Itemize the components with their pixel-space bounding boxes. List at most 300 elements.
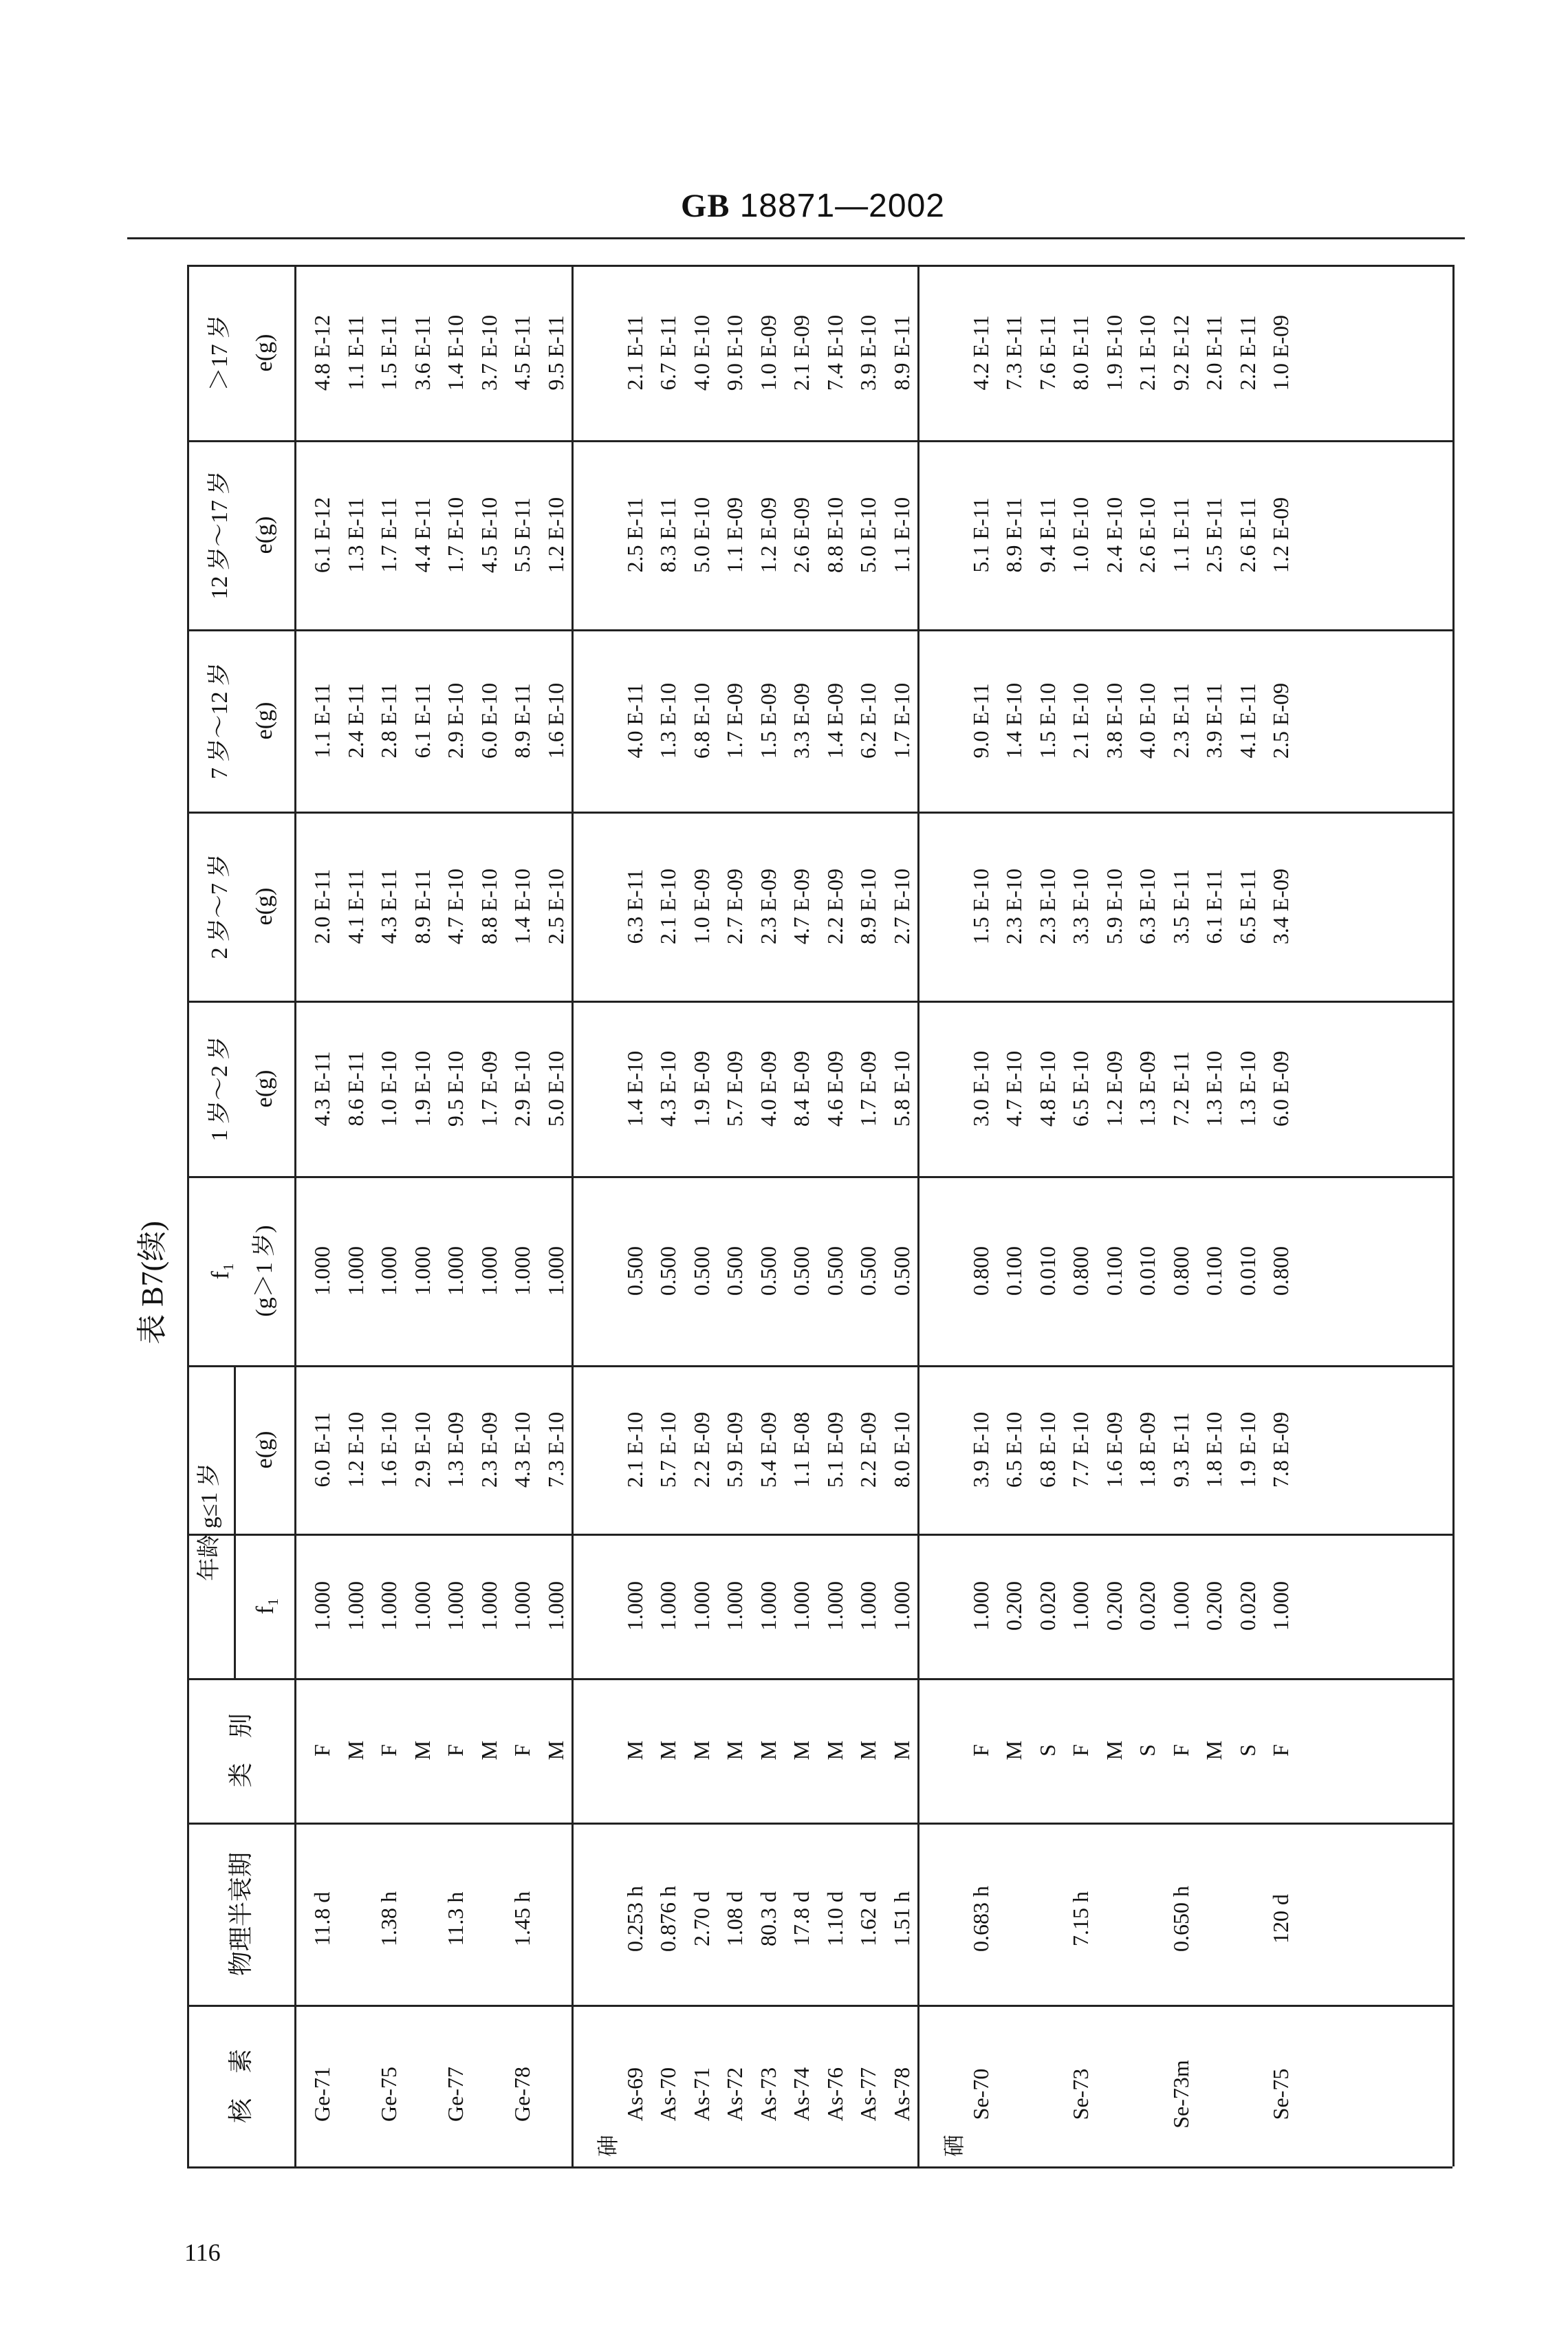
cell-e2: 6.5 E-11	[1234, 868, 1260, 944]
cell-e5: 1.0 E-09	[755, 314, 781, 391]
cell-e1: 4.3 E-11	[309, 1050, 334, 1127]
cell-e3: 2.8 E-11	[376, 682, 401, 759]
section-label: 砷	[596, 2134, 620, 2157]
cell-e1: 1.3 E-10	[1234, 1050, 1260, 1127]
header-half-life: 物理半衰期	[227, 1851, 254, 1976]
cell-e4: 2.4 E-10	[1101, 497, 1126, 573]
subheader-divider	[234, 1365, 236, 1678]
cell-e2: 2.2 E-09	[822, 868, 847, 944]
cell-e2: 3.4 E-09	[1268, 868, 1293, 944]
cell-e3: 3.3 E-09	[789, 682, 814, 759]
column-separator	[187, 1365, 1452, 1367]
cell-f1-inf: 1.000	[1168, 1581, 1193, 1631]
column-separator	[187, 1678, 1452, 1680]
cell-half-life: 0.683 h	[968, 1886, 993, 1952]
header-age-2-7: 2 岁～7 岁	[207, 854, 232, 959]
cell-e1: 4.7 E-10	[1001, 1050, 1026, 1127]
header-e-label: e(g)	[252, 334, 277, 371]
cell-e-inf: 5.9 E-09	[722, 1411, 747, 1488]
header-e-label: e(g)	[252, 516, 277, 554]
cell-nuclide: As-78	[889, 2067, 914, 2122]
cell-f1: 0.100	[1201, 1246, 1226, 1296]
cell-e3: 1.1 E-11	[309, 682, 334, 759]
cell-e1: 1.7 E-09	[476, 1050, 501, 1127]
cell-e-inf: 8.0 E-10	[889, 1411, 914, 1488]
cell-f1-inf: 1.000	[856, 1581, 880, 1631]
header-age-7-12: 7 岁～12 岁	[207, 662, 232, 779]
cell-type: F	[1168, 1744, 1193, 1757]
cell-e2: 4.1 E-11	[342, 868, 368, 944]
column-separator	[187, 812, 1452, 814]
cell-e3: 1.5 E-09	[755, 682, 781, 759]
cell-f1-inf: 1.000	[655, 1581, 680, 1631]
cell-f1: 0.500	[688, 1246, 714, 1296]
cell-e5: 4.2 E-11	[968, 314, 993, 391]
cell-e5: 6.7 E-11	[655, 314, 680, 391]
cell-f1-inf: 0.200	[1201, 1581, 1226, 1631]
cell-f1: 0.800	[1068, 1246, 1093, 1296]
cell-type: S	[1234, 1744, 1260, 1757]
cell-nuclide: As-69	[622, 2067, 647, 2122]
cell-type: M	[655, 1740, 680, 1761]
column-separator	[187, 1176, 1452, 1178]
header-age-12-17: 12 岁～17 岁	[207, 470, 232, 599]
cell-e1: 6.5 E-10	[1068, 1050, 1093, 1127]
cell-e1: 5.7 E-09	[722, 1050, 747, 1127]
cell-e5: 9.5 E-11	[543, 314, 568, 391]
cell-e5: 8.9 E-11	[889, 314, 914, 391]
cell-e5: 2.2 E-11	[1234, 314, 1260, 391]
cell-f1: 0.800	[1168, 1246, 1193, 1296]
cell-type: F	[1068, 1744, 1093, 1757]
cell-e4: 2.6 E-10	[1135, 497, 1159, 573]
cell-e5: 4.8 E-12	[309, 314, 334, 391]
cell-f1: 0.500	[789, 1246, 814, 1296]
cell-e4: 6.1 E-12	[309, 497, 334, 573]
cell-e1: 4.3 E-10	[655, 1050, 680, 1127]
cell-half-life: 1.45 h	[510, 1891, 534, 1946]
page-number: 116	[184, 2239, 221, 2266]
cell-f1: 0.010	[1135, 1246, 1159, 1296]
standard-prefix: GB	[681, 188, 730, 224]
cell-type: M	[889, 1740, 914, 1761]
cell-nuclide: Ge-78	[510, 2067, 534, 2122]
cell-type: F	[968, 1744, 993, 1757]
cell-f1-inf: 1.000	[688, 1581, 714, 1631]
cell-e-inf: 1.1 E-08	[789, 1411, 814, 1488]
cell-e1: 1.3 E-10	[1201, 1050, 1226, 1127]
cell-e5: 4.5 E-11	[510, 314, 534, 391]
cell-half-life: 0.650 h	[1168, 1886, 1193, 1952]
cell-e5: 9.2 E-12	[1168, 314, 1193, 391]
cell-f1: 0.010	[1234, 1246, 1260, 1296]
cell-e4: 1.2 E-09	[755, 497, 781, 573]
column-separator	[187, 629, 1452, 631]
cell-e3: 1.7 E-10	[889, 682, 914, 759]
cell-half-life: 1.08 d	[722, 1891, 747, 1946]
cell-e3: 2.9 E-10	[443, 682, 468, 759]
cell-f1: 0.500	[622, 1246, 647, 1296]
cell-type: M	[622, 1740, 647, 1761]
cell-e1: 1.4 E-10	[622, 1050, 647, 1127]
cell-half-life: 2.70 d	[688, 1891, 714, 1946]
cell-e1: 1.9 E-09	[688, 1050, 714, 1127]
cell-e-inf: 4.3 E-10	[510, 1411, 534, 1488]
cell-half-life: 11.3 h	[443, 1891, 468, 1946]
cell-e2: 3.3 E-10	[1068, 868, 1093, 944]
cell-e1: 1.7 E-09	[856, 1050, 880, 1127]
cell-f1: 1.000	[409, 1246, 435, 1296]
cell-e-inf: 2.3 E-09	[476, 1411, 501, 1488]
cell-f1-inf: 0.020	[1034, 1581, 1060, 1631]
cell-e2: 2.7 E-10	[889, 868, 914, 944]
cell-e3: 4.1 E-11	[1234, 682, 1260, 759]
header-e-label: e(g)	[252, 1069, 277, 1107]
cell-e2: 1.0 E-09	[688, 868, 714, 944]
cell-e-inf: 1.6 E-10	[376, 1411, 401, 1488]
cell-e1: 1.0 E-10	[376, 1050, 401, 1127]
cell-type: M	[856, 1740, 880, 1761]
cell-nuclide: As-71	[688, 2067, 714, 2122]
cell-half-life: 1.51 h	[889, 1891, 914, 1946]
cell-f1: 0.500	[722, 1246, 747, 1296]
cell-e3: 9.0 E-11	[968, 682, 993, 759]
cell-e4: 1.7 E-10	[443, 497, 468, 573]
cell-nuclide: Se-75	[1268, 2068, 1293, 2120]
cell-e4: 2.6 E-09	[789, 497, 814, 573]
cell-e-inf: 5.7 E-10	[655, 1411, 680, 1488]
cell-e4: 9.4 E-11	[1034, 497, 1060, 573]
cell-e-inf: 2.2 E-09	[856, 1411, 880, 1488]
cell-e-inf: 2.9 E-10	[409, 1411, 435, 1488]
header-infant-f1: f₁	[251, 1597, 279, 1615]
cell-e4: 2.6 E-11	[1234, 497, 1260, 573]
cell-type: M	[789, 1740, 814, 1761]
cell-e1: 1.9 E-10	[409, 1050, 435, 1127]
cell-e4: 2.5 E-11	[1201, 497, 1226, 573]
cell-e5: 1.4 E-10	[443, 314, 468, 391]
cell-f1-inf: 1.000	[968, 1581, 993, 1631]
cell-nuclide: As-76	[822, 2067, 847, 2122]
cell-type: F	[376, 1744, 401, 1757]
cell-type: M	[688, 1740, 714, 1761]
cell-e5: 8.0 E-11	[1068, 314, 1093, 391]
cell-type: S	[1034, 1744, 1060, 1757]
cell-e2: 1.4 E-10	[510, 868, 534, 944]
cell-half-life: 1.38 h	[376, 1891, 401, 1946]
cell-nuclide: Ge-77	[443, 2067, 468, 2122]
cell-half-life: 1.62 d	[856, 1891, 880, 1946]
cell-f1: 0.100	[1101, 1246, 1126, 1296]
cell-f1-inf: 1.000	[622, 1581, 647, 1631]
cell-f1-inf: 1.000	[342, 1581, 368, 1631]
cell-f1-inf: 1.000	[722, 1581, 747, 1631]
table-border-bottom	[187, 2166, 1452, 2168]
header-e-label: e(g)	[252, 887, 277, 925]
cell-f1-inf: 0.020	[1234, 1581, 1260, 1631]
cell-f1-inf: 1.000	[309, 1581, 334, 1631]
cell-e3: 2.4 E-11	[342, 682, 368, 759]
cell-e3: 2.1 E-10	[1068, 682, 1093, 759]
header-f1: f₁	[206, 1262, 234, 1279]
cell-f1: 1.000	[342, 1246, 368, 1296]
cell-e5: 9.0 E-10	[722, 314, 747, 391]
cell-e5: 2.0 E-11	[1201, 314, 1226, 391]
cell-e2: 1.5 E-10	[968, 868, 993, 944]
standard-number: 18871—2002	[739, 188, 945, 224]
cell-e4: 8.9 E-11	[1001, 497, 1026, 573]
cell-f1: 1.000	[543, 1246, 568, 1296]
cell-e-inf: 7.7 E-10	[1068, 1411, 1093, 1488]
cell-e2: 8.8 E-10	[476, 868, 501, 944]
cell-e-inf: 2.1 E-10	[622, 1411, 647, 1488]
cell-e1: 8.6 E-11	[342, 1050, 368, 1127]
cell-e-inf: 2.2 E-09	[688, 1411, 714, 1488]
header-type: 类 别	[227, 1713, 254, 1788]
section-label: 硒	[941, 2134, 966, 2157]
cell-e5: 1.9 E-10	[1101, 314, 1126, 391]
cell-e1: 4.0 E-09	[755, 1050, 781, 1127]
cell-e-inf: 6.0 E-11	[309, 1411, 334, 1488]
cell-e4: 1.7 E-11	[376, 497, 401, 573]
cell-e2: 2.3 E-10	[1034, 868, 1060, 944]
cell-e3: 3.9 E-11	[1201, 682, 1226, 759]
cell-e2: 6.3 E-11	[622, 868, 647, 944]
cell-half-life: 0.876 h	[655, 1886, 680, 1952]
cell-half-life: 80.3 d	[755, 1891, 781, 1946]
cell-e5: 4.0 E-10	[688, 314, 714, 391]
cell-e2: 6.1 E-11	[1201, 868, 1226, 944]
cell-e-inf: 1.3 E-09	[443, 1411, 468, 1488]
cell-e4: 1.2 E-09	[1268, 497, 1293, 573]
cell-e2: 4.7 E-10	[443, 868, 468, 944]
table-caption: 表 B7(续)	[135, 1221, 169, 1345]
cell-nuclide: As-72	[722, 2067, 747, 2122]
cell-e4: 4.5 E-10	[476, 497, 501, 573]
cell-e5: 7.3 E-11	[1001, 314, 1026, 391]
cell-e3: 1.6 E-10	[543, 682, 568, 759]
cell-e5: 7.4 E-10	[822, 314, 847, 391]
cell-nuclide: As-70	[655, 2067, 680, 2122]
cell-e1: 2.9 E-10	[510, 1050, 534, 1127]
cell-half-life: 0.253 h	[622, 1886, 647, 1952]
cell-nuclide: Ge-71	[309, 2067, 334, 2122]
cell-e-inf: 3.9 E-10	[968, 1411, 993, 1488]
cell-e5: 3.9 E-10	[856, 314, 880, 391]
cell-e-inf: 1.9 E-10	[1234, 1411, 1260, 1488]
cell-e1: 1.2 E-09	[1101, 1050, 1126, 1127]
cell-e2: 8.9 E-11	[409, 868, 435, 944]
cell-e2: 8.9 E-10	[856, 868, 880, 944]
header-f1-note: (g＞1 岁)	[252, 1224, 277, 1317]
cell-e4: 1.1 E-09	[722, 497, 747, 573]
cell-e5: 3.7 E-10	[476, 314, 501, 391]
cell-e1: 9.5 E-10	[443, 1050, 468, 1127]
cell-e2: 4.3 E-11	[376, 868, 401, 944]
cell-f1: 1.000	[476, 1246, 501, 1296]
cell-type: M	[1101, 1740, 1126, 1761]
column-separator	[187, 1823, 1452, 1825]
cell-f1-inf: 1.000	[789, 1581, 814, 1631]
section-separator	[571, 265, 574, 2166]
cell-type: F	[443, 1744, 468, 1757]
cell-f1: 0.500	[822, 1246, 847, 1296]
cell-e3: 1.3 E-10	[655, 682, 680, 759]
cell-f1: 1.000	[376, 1246, 401, 1296]
cell-e5: 1.1 E-11	[342, 314, 368, 391]
cell-type: M	[722, 1740, 747, 1761]
cell-e3: 2.3 E-11	[1168, 682, 1193, 759]
cell-e-inf: 5.4 E-09	[755, 1411, 781, 1488]
cell-f1-inf: 1.000	[1068, 1581, 1093, 1631]
cell-half-life: 17.8 d	[789, 1891, 814, 1946]
cell-f1-inf: 1.000	[409, 1581, 435, 1631]
cell-f1: 0.100	[1001, 1246, 1026, 1296]
cell-e3: 6.8 E-10	[688, 682, 714, 759]
table-border-right	[1452, 265, 1455, 2166]
cell-type: M	[476, 1740, 501, 1761]
cell-e3: 4.0 E-11	[622, 682, 647, 759]
cell-e1: 3.0 E-10	[968, 1050, 993, 1127]
section-separator	[917, 265, 919, 2166]
cell-half-life: 1.10 d	[822, 1891, 847, 1946]
cell-e1: 4.8 E-10	[1034, 1050, 1060, 1127]
header-e-label: e(g)	[252, 702, 277, 739]
table-border-left	[187, 265, 189, 2166]
column-separator	[187, 2005, 1452, 2007]
cell-e3: 8.9 E-11	[510, 682, 534, 759]
header-age-1-2: 1 岁～2 岁	[207, 1036, 232, 1141]
cell-e-inf: 1.8 E-10	[1201, 1411, 1226, 1488]
cell-e2: 2.3 E-09	[755, 868, 781, 944]
cell-f1-inf: 0.200	[1101, 1581, 1126, 1631]
cell-e3: 6.2 E-10	[856, 682, 880, 759]
header-infant-e: e(g)	[252, 1431, 277, 1468]
cell-nuclide: As-73	[755, 2067, 781, 2122]
cell-type: M	[1001, 1740, 1026, 1761]
cell-e3: 1.4 E-10	[1001, 682, 1026, 759]
cell-e-inf: 7.3 E-10	[543, 1411, 568, 1488]
cell-e-inf: 1.2 E-10	[342, 1411, 368, 1488]
cell-f1: 0.800	[968, 1246, 993, 1296]
cell-e-inf: 7.8 E-09	[1268, 1411, 1293, 1488]
cell-e1: 5.0 E-10	[543, 1050, 568, 1127]
cell-f1-inf: 1.000	[755, 1581, 781, 1631]
cell-e4: 8.3 E-11	[655, 497, 680, 573]
cell-e3: 2.5 E-09	[1268, 682, 1293, 759]
column-separator	[187, 1001, 1452, 1003]
cell-e2: 5.9 E-10	[1101, 868, 1126, 944]
cell-nuclide: Ge-75	[376, 2067, 401, 2122]
cell-e4: 2.5 E-11	[622, 497, 647, 573]
cell-e3: 1.4 E-09	[822, 682, 847, 759]
cell-e4: 1.3 E-11	[342, 497, 368, 573]
cell-f1: 0.010	[1034, 1246, 1060, 1296]
cell-nuclide: As-77	[856, 2067, 880, 2122]
cell-type: M	[755, 1740, 781, 1761]
cell-type: M	[1201, 1740, 1226, 1761]
cell-e4: 1.0 E-10	[1068, 497, 1093, 573]
cell-e-inf: 6.5 E-10	[1001, 1411, 1026, 1488]
header-nuclide: 核 素	[227, 2048, 254, 2123]
cell-half-life: 11.8 d	[309, 1891, 334, 1946]
cell-f1-inf: 1.000	[443, 1581, 468, 1631]
cell-e4: 8.8 E-10	[822, 497, 847, 573]
cell-f1: 0.500	[655, 1246, 680, 1296]
cell-f1: 1.000	[510, 1246, 534, 1296]
cell-e4: 4.4 E-11	[409, 497, 435, 573]
cell-nuclide: Se-70	[968, 2068, 993, 2120]
cell-e2: 4.7 E-09	[789, 868, 814, 944]
cell-e-inf: 1.8 E-09	[1135, 1411, 1159, 1488]
cell-e5: 2.1 E-10	[1135, 314, 1159, 391]
cell-e4: 5.1 E-11	[968, 497, 993, 573]
cell-nuclide: Se-73	[1068, 2068, 1093, 2120]
cell-type: M	[409, 1740, 435, 1761]
cell-e-inf: 5.1 E-09	[822, 1411, 847, 1488]
cell-e5: 1.5 E-11	[376, 314, 401, 391]
cell-e4: 1.1 E-10	[889, 497, 914, 573]
cell-type: F	[510, 1744, 534, 1757]
cell-e2: 2.0 E-11	[309, 868, 334, 944]
cell-type: F	[1268, 1744, 1293, 1757]
cell-e5: 2.1 E-11	[622, 314, 647, 391]
cell-f1: 0.800	[1268, 1246, 1293, 1296]
cell-f1-inf: 0.200	[1001, 1581, 1026, 1631]
cell-half-life: 120 d	[1268, 1894, 1293, 1944]
cell-e1: 7.2 E-11	[1168, 1050, 1193, 1127]
cell-half-life: 7.15 h	[1068, 1891, 1093, 1946]
header-infant-group: 年龄 g≤1 岁	[197, 1462, 222, 1581]
cell-e4: 5.5 E-11	[510, 497, 534, 573]
cell-type: M	[342, 1740, 368, 1761]
cell-e3: 1.7 E-09	[722, 682, 747, 759]
cell-f1-inf: 1.000	[822, 1581, 847, 1631]
cell-e3: 6.0 E-10	[476, 682, 501, 759]
cell-e1: 6.0 E-09	[1268, 1050, 1293, 1127]
cell-e2: 2.5 E-10	[543, 868, 568, 944]
cell-f1-inf: 1.000	[376, 1581, 401, 1631]
cell-f1-inf: 1.000	[476, 1581, 501, 1631]
cell-f1-inf: 1.000	[510, 1581, 534, 1631]
cell-e-inf: 1.6 E-09	[1101, 1411, 1126, 1488]
cell-f1: 1.000	[309, 1246, 334, 1296]
cell-f1: 0.500	[889, 1246, 914, 1296]
cell-e3: 6.1 E-11	[409, 682, 435, 759]
cell-e3: 4.0 E-10	[1135, 682, 1159, 759]
cell-nuclide: Se-73m	[1168, 2060, 1193, 2129]
cell-e2: 3.5 E-11	[1168, 868, 1193, 944]
cell-e1: 8.4 E-09	[789, 1050, 814, 1127]
cell-e5: 3.6 E-11	[409, 314, 435, 391]
cell-e4: 5.0 E-10	[688, 497, 714, 573]
cell-e1: 5.8 E-10	[889, 1050, 914, 1127]
cell-e5: 2.1 E-09	[789, 314, 814, 391]
cell-e2: 2.3 E-10	[1001, 868, 1026, 944]
cell-e-inf: 9.3 E-11	[1168, 1411, 1193, 1488]
cell-e3: 1.5 E-10	[1034, 682, 1060, 759]
cell-e2: 6.3 E-10	[1135, 868, 1159, 944]
cell-type: M	[543, 1740, 568, 1761]
cell-e5: 1.0 E-09	[1268, 314, 1293, 391]
cell-e4: 1.1 E-11	[1168, 497, 1193, 573]
cell-e1: 1.3 E-09	[1135, 1050, 1159, 1127]
cell-f1: 0.500	[856, 1246, 880, 1296]
cell-e1: 4.6 E-09	[822, 1050, 847, 1127]
cell-e5: 7.6 E-11	[1034, 314, 1060, 391]
cell-f1: 0.500	[755, 1246, 781, 1296]
cell-f1: 1.000	[443, 1246, 468, 1296]
